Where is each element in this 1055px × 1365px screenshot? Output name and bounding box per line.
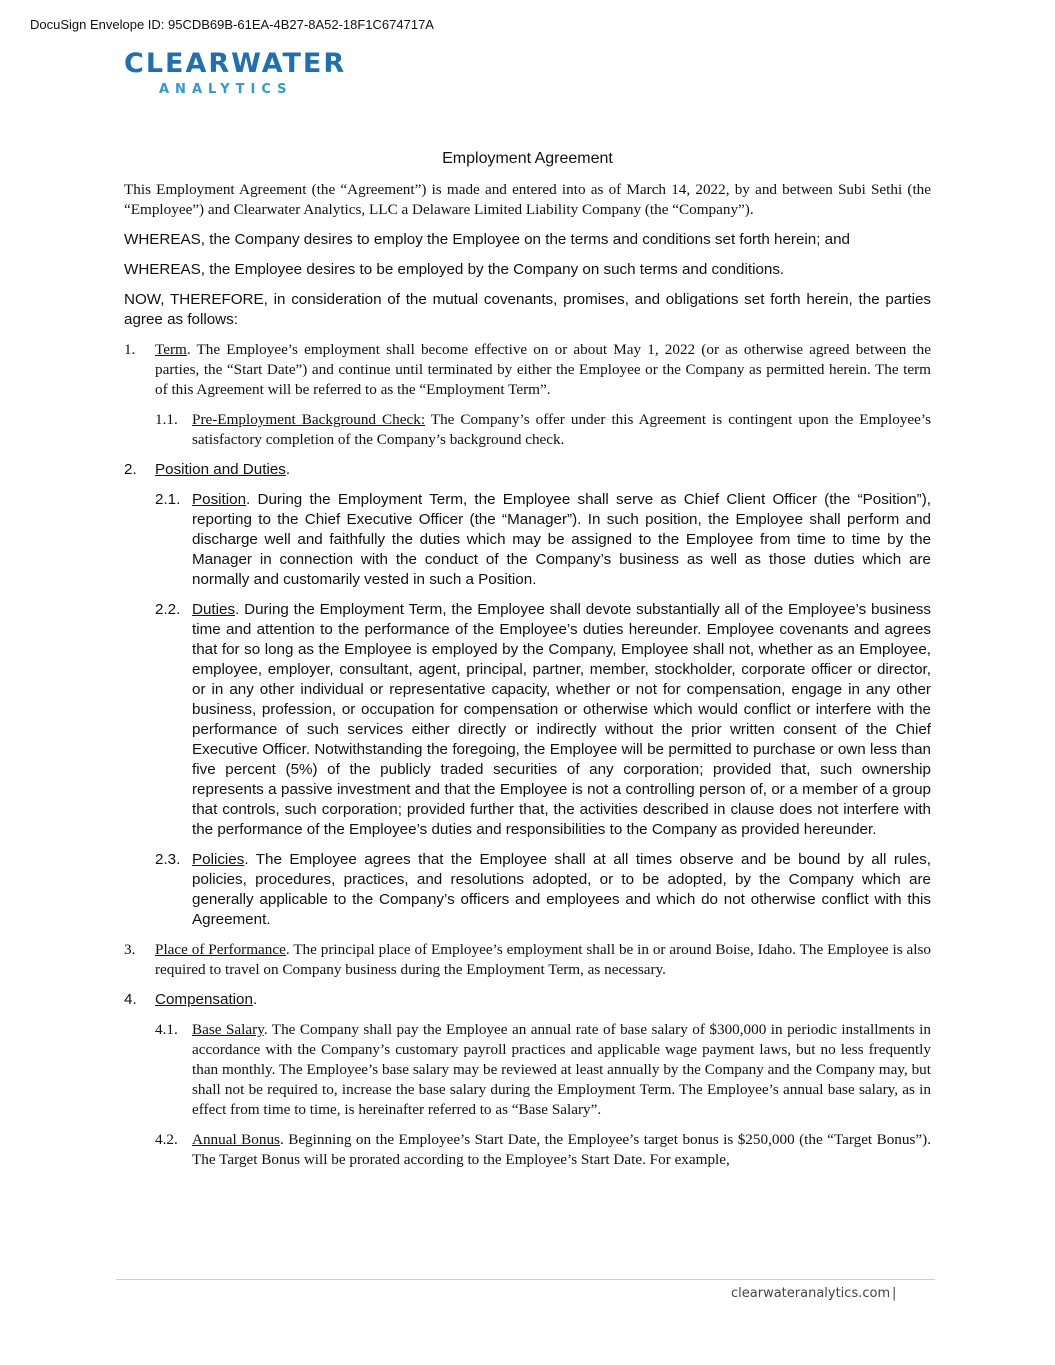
section-number: 2.2. [155,601,181,618]
section-heading: Compensation [155,991,253,1008]
section-base-salary [124,1020,931,1120]
footer-divider [116,1279,935,1280]
section-number: 4. [124,991,137,1008]
section-text: . Beginning on the Employee’s Start Date, the Employee’s target bonus is $250,000 (the “Target Bonus”). The Target Bonus will be prorated according to the Employee’s Start Date. For example, [192,1131,931,1168]
section-heading: Position [192,491,247,508]
section-duties [124,600,931,840]
section-number: 2.1. [155,491,181,508]
section-place-of-performance [124,940,931,980]
section-heading: Term [155,341,187,358]
document-body [124,180,931,1180]
section-heading: Place of Performance [155,941,286,958]
section-heading: Position and Duties [155,461,286,478]
section-text: . The Employee’s employment shall become effective on or about May 1, 2022 (or as otherwise agreed between the parties, the “Start Date”) and continue until terminated by either the Employee or the Company as permitted herein. The term of this Agreement will be referred to as the “Employment Term”. [155,341,931,398]
footer-separator: | [892,1286,897,1301]
section-text: . The principal place of Employee’s employment shall be in or around Boise, Idaho. The Employee is also required to travel on Company business during the Employment Term, as necessary. [155,941,932,978]
envelope-id: DocuSign Envelope ID: 95CDB69B-61EA-4B27-8A52-18F1C674717A [30,17,434,32]
logo-wordmark: CLEARWATER [124,48,347,79]
section-number: 4.2. [155,1131,178,1148]
section-heading: Pre-Employment Background Check: [192,411,426,428]
section-number: 3. [124,941,136,958]
section-heading: Base Salary [192,1021,264,1038]
section-text: . [285,461,291,478]
logo-subtitle: ANALYTICS [159,82,293,97]
section-position-and-duties [124,460,931,480]
company-logo [124,48,347,97]
intro-paragraph: This Employment Agreement (the “Agreement”) is made and entered into as of March 14, 2022, by and between Subi Sethi (the “Employee”) and Clearwater Analytics, LLC a Delaware Limited Liability Company (the “Company”). [124,181,931,218]
section-compensation [124,990,931,1010]
section-number: 2. [124,461,137,478]
section-number: 1. [124,341,136,358]
whereas-paragraph-2: WHEREAS, the Employee desires to be employed by the Company on such terms and conditions. [124,261,785,278]
section-annual-bonus [124,1130,931,1170]
section-text: . During the Employment Term, the Employee shall devote substantially all of the Employee’s business time and attention to the performance of the Employee’s duties hereunder. Employee covenants and agrees that for so long as the Employee is employed by the Company, Employee shall not, whether as an Employee, employee, employer, consultant, agent, principal, partner, member, stockholder, corporate officer or director, or in any other individual or representative capacity, whether or not for compensation, engage in any other business, profession, or occupation for compensation or otherwise which would conflict or interfere with the performance of such services either directly or indirectly without the prior written consent of the Chief Executive Officer. Notwithstanding the foregoing, the Employee will be permitted to purchase or own less than five percent (5%) of the publicly traded securities of any corporation; provided that, such ownership represents a passive investment and that the Employee is not a controlling person of, or a member of a group that controls, such corporation; provided further that, the activities described in clause does not interfere with the performance of the Employee’s duties and responsibilities to the Company as provided hereunder. [192,601,931,838]
document-title: Employment Agreement [442,150,613,167]
section-heading: Annual Bonus [192,1131,280,1148]
section-heading: Policies [192,851,245,868]
section-number: 2.3. [155,851,181,868]
section-text: The Company’s offer under this Agreement is contingent upon the Employee’s satisfactory completion of the Company’s background check. [192,411,931,448]
whereas-paragraph-1: WHEREAS, the Company desires to employ the Employee on the terms and conditions set forth herein; and [124,231,850,248]
section-number: 4.1. [155,1021,178,1038]
section-text: . [252,991,258,1008]
footer-website: clearwateranalytics.com [731,1286,891,1301]
section-heading: Duties [192,601,236,618]
section-term [124,340,931,400]
section-position [124,490,931,590]
section-number: 1.1. [155,411,178,428]
section-policies [124,850,931,930]
section-background-check [124,410,931,450]
section-text: . During the Employment Term, the Employee shall serve as Chief Client Officer (the “Position”), reporting to the Chief Executive Officer (the “Manager”). In such position, the Employee shall perform and discharge well and faithfully the duties which may be assigned to the Employee from time to time by the Manager in connection with the conduct of the Company’s business as well as those duties which are normally and customarily vested in such a Position. [192,491,931,588]
section-text: . The Employee agrees that the Employee shall at all times observe and be bound by all rules, policies, procedures, practices, and resolutions adopted, or to be adopted, by the Company which are generally applicable to the Company’s officers and employees and which do not otherwise conflict with this Agreement. [192,851,931,928]
therefore-paragraph: NOW, THEREFORE, in consideration of the mutual covenants, promises, and obligations set forth herein, the parties agree as follows: [124,291,931,328]
section-text: . The Company shall pay the Employee an annual rate of base salary of $300,000 in periodic installments in accordance with the Company’s customary payroll practices and applicable wage payment laws, but no less frequently than monthly. The Employee’s base salary may be reviewed at least annually by the Company and the Company may, but shall not be required to, increase the base salary during the Employment Term. The Employee’s annual base salary, as in effect from time to time, is hereinafter referred to as “Base Salary”. [192,1021,931,1118]
